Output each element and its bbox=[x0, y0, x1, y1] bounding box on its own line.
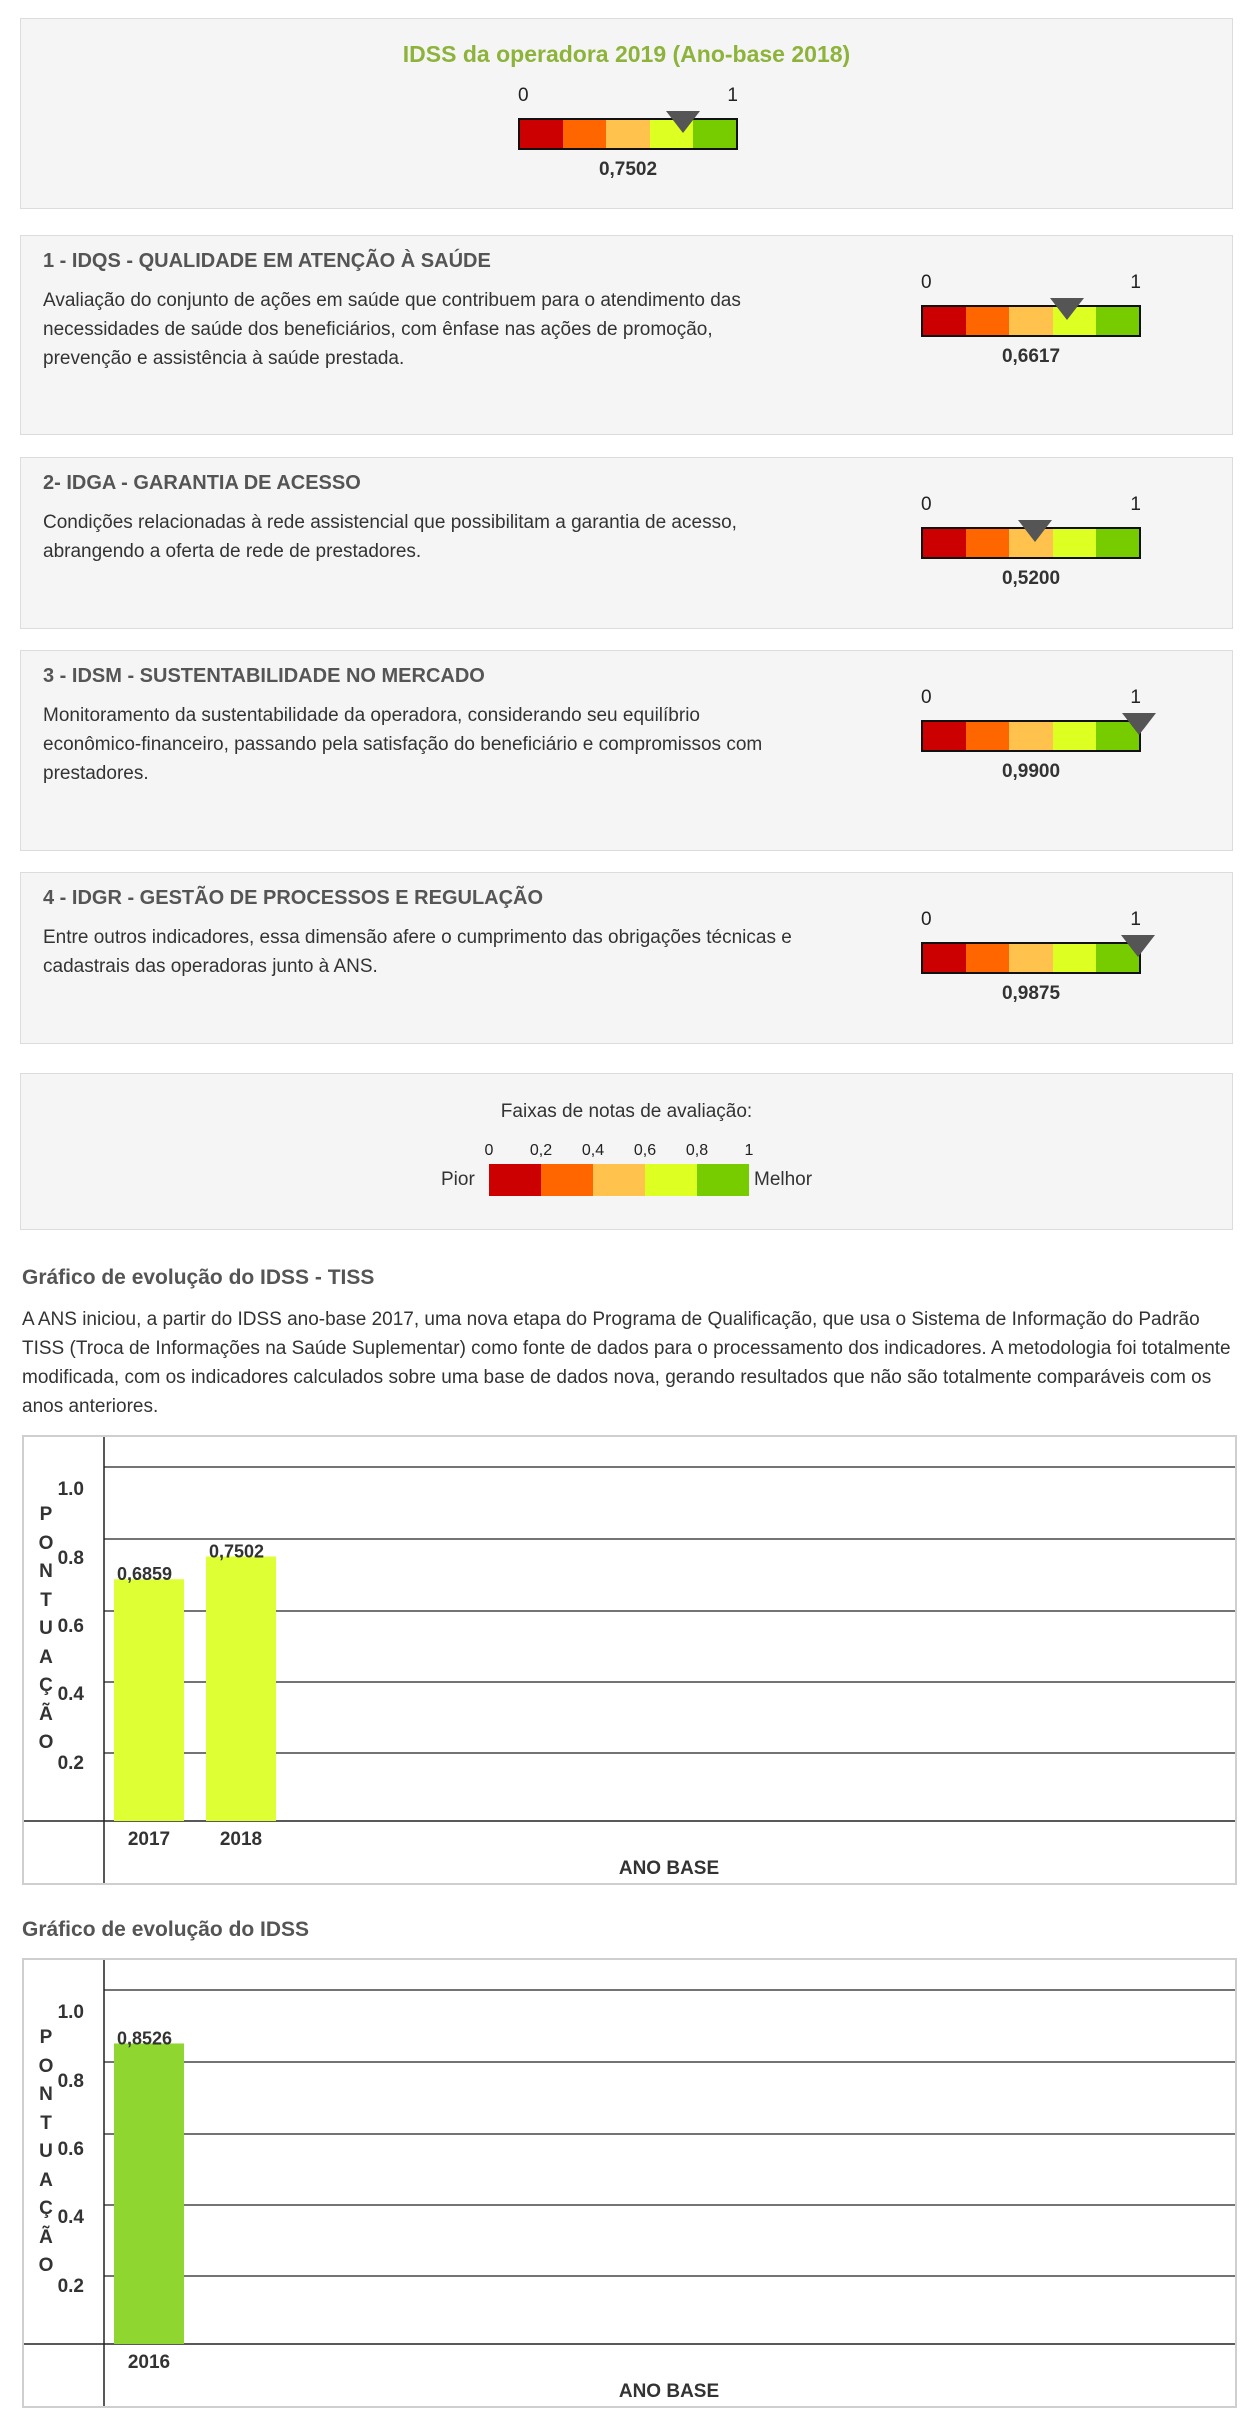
gauge-segment bbox=[1096, 307, 1139, 335]
y-axis-label-letter: A bbox=[39, 1646, 53, 1668]
legend-color-bar bbox=[489, 1164, 749, 1196]
gauge-min-label: 0 bbox=[921, 272, 932, 293]
dimension-description: Avaliação do conjunto de ações em saúde que contribuem para o atendimento das necessidades de saúde dos beneficiários, com ênfase nas ações de promoção, prevenção e assistência à saúde prestada. bbox=[43, 290, 741, 369]
legend-worst-label: Pior bbox=[441, 1169, 475, 1190]
bar-2017 bbox=[114, 1579, 184, 1821]
gauge-value: 0,9875 bbox=[1001, 983, 1061, 1004]
gauge-marker-icon bbox=[1121, 935, 1155, 957]
y-axis-label-letter: O bbox=[38, 1532, 54, 1554]
y-tick-label: 0.8 bbox=[57, 2071, 84, 2092]
gauge-segment bbox=[1009, 944, 1052, 972]
dimension-gauge bbox=[921, 687, 1141, 782]
gauge-max-label: 1 bbox=[727, 85, 738, 106]
y-tick-label: 0.4 bbox=[57, 2207, 84, 2228]
y-axis-label-letter: O bbox=[38, 2255, 54, 2276]
gauge-color-bar bbox=[921, 720, 1141, 752]
gauge-color-bar bbox=[518, 118, 738, 150]
y-axis-label-letter: T bbox=[40, 2112, 52, 2134]
x-tick-label: 2017 bbox=[127, 1829, 171, 1850]
y-axis-label-letter: O bbox=[38, 2055, 54, 2077]
gauge-segment bbox=[923, 722, 966, 750]
gauge-value: 0,5200 bbox=[1001, 568, 1061, 589]
y-tick-label: 0.8 bbox=[57, 1548, 84, 1569]
gauge-value: 0,9900 bbox=[1001, 761, 1061, 782]
gauge-min-label: 0 bbox=[921, 687, 932, 708]
gauge-segment bbox=[1053, 722, 1096, 750]
legend-color-segment bbox=[541, 1164, 593, 1196]
gauge-color-bar bbox=[921, 942, 1141, 974]
dimension-panel-idgr bbox=[20, 872, 1233, 1044]
gauge-marker-icon bbox=[1050, 298, 1084, 320]
gauge-max-label: 1 bbox=[1130, 272, 1141, 293]
gauge-segment bbox=[563, 120, 606, 148]
y-axis-label bbox=[38, 1501, 54, 1758]
gauge-value: 0,7502 bbox=[598, 159, 658, 180]
gauge-marker-icon bbox=[666, 111, 700, 133]
y-axis-label-letter: P bbox=[39, 2027, 53, 2048]
y-tick-label: 1.0 bbox=[57, 1479, 84, 1500]
legend-best-label: Melhor bbox=[754, 1169, 813, 1190]
tiss-chart-title: Gráfico de evolução do IDSS - TISS bbox=[22, 1266, 375, 1289]
dimension-panel-idga bbox=[20, 457, 1233, 629]
tiss-evolution-chart bbox=[22, 1435, 1237, 1885]
overall-title: IDSS da operadora 2019 (Ano-base 2018) bbox=[402, 41, 851, 67]
x-tick-label: 2018 bbox=[219, 1829, 263, 1850]
gauge-segment bbox=[1053, 944, 1096, 972]
dimension-title: 1 - IDQS - QUALIDADE EM ATENÇÃO À SAÚDE bbox=[43, 250, 491, 272]
y-axis-label-letter: T bbox=[40, 1589, 52, 1611]
y-axis-label-letter: U bbox=[39, 1618, 53, 1639]
bar-chart-svg bbox=[24, 1960, 1235, 2406]
idss-chart-title: Gráfico de evolução do IDSS bbox=[22, 1918, 310, 1941]
legend-color-segment bbox=[593, 1164, 645, 1196]
legend-tick-label: 0 bbox=[484, 1142, 494, 1159]
y-axis-label-letter: N bbox=[39, 2084, 53, 2105]
y-axis-label-letter: A bbox=[39, 2169, 53, 2191]
gauge-segment bbox=[923, 944, 966, 972]
gauge-segment bbox=[1096, 529, 1139, 557]
legend-color-segment bbox=[645, 1164, 697, 1196]
dimension-panel-idsm bbox=[20, 650, 1233, 851]
gauge-marker-icon bbox=[1018, 520, 1052, 542]
gauge-max-label: 1 bbox=[1130, 687, 1141, 708]
gauge-segment bbox=[966, 722, 1009, 750]
legend-color-segment bbox=[697, 1164, 749, 1196]
gauge-segment bbox=[923, 529, 966, 557]
y-tick-label: 0.4 bbox=[57, 1684, 84, 1705]
y-axis-label-letter: P bbox=[39, 1504, 53, 1525]
legend-title: Faixas de notas de avaliação: bbox=[500, 1101, 753, 1122]
dimension-gauge bbox=[921, 272, 1141, 367]
bar-value-label: 0,7502 bbox=[209, 1541, 265, 1562]
y-axis-label-letter: O bbox=[38, 1732, 54, 1753]
dimension-panel-idqs bbox=[20, 235, 1233, 435]
bar-value-label: 0,8526 bbox=[117, 2028, 173, 2049]
gauge-segment bbox=[966, 307, 1009, 335]
idss-evolution-chart bbox=[22, 1958, 1237, 2408]
y-tick-label: 0.2 bbox=[57, 1753, 84, 1774]
overall-score-panel bbox=[20, 18, 1233, 209]
dimension-gauge bbox=[921, 494, 1141, 589]
y-axis-label-letter: U bbox=[39, 2141, 53, 2162]
gauge-segment bbox=[1009, 307, 1052, 335]
gauge-min-label: 0 bbox=[921, 494, 932, 515]
overall-gauge bbox=[518, 85, 738, 180]
dimension-title: 3 - IDSM - SUSTENTABILIDADE NO MERCADO bbox=[43, 665, 485, 687]
gauge-marker-icon bbox=[1122, 713, 1156, 735]
gauge-min-label: 0 bbox=[518, 85, 529, 106]
legend-tick-label: 0,8 bbox=[685, 1142, 709, 1159]
bar-chart-svg bbox=[24, 1437, 1235, 1883]
y-axis-label-letter: Ã bbox=[39, 2226, 53, 2248]
y-tick-label: 0.2 bbox=[57, 2276, 84, 2297]
gauge-segment bbox=[966, 529, 1009, 557]
y-axis-label-letter: Ç bbox=[39, 1675, 53, 1696]
legend-ticks bbox=[483, 1142, 753, 1162]
x-tick-label: 2016 bbox=[127, 2352, 171, 2373]
bar-value-label: 0,6859 bbox=[117, 1564, 173, 1585]
legend-color-segment bbox=[489, 1164, 541, 1196]
gauge-max-label: 1 bbox=[1130, 909, 1141, 930]
dimension-title: 4 - IDGR - GESTÃO DE PROCESSOS E REGULAÇÃO bbox=[43, 887, 544, 909]
dimension-description: Entre outros indicadores, essa dimensão afere o cumprimento das obrigações técnicas e cadastrais das operadoras junto à ANS. bbox=[43, 927, 792, 977]
bar-2018 bbox=[206, 1557, 276, 1821]
gauge-segment bbox=[1009, 722, 1052, 750]
x-axis-label: ANO BASE bbox=[618, 2381, 720, 2402]
legend-tick-label: 0,6 bbox=[633, 1142, 657, 1159]
gauge-max-label: 1 bbox=[1130, 494, 1141, 515]
gauge-min-label: 0 bbox=[921, 909, 932, 930]
gauge-value: 0,6617 bbox=[1001, 346, 1061, 367]
y-axis-label-letter: Ã bbox=[39, 1703, 53, 1725]
legend-tick-label: 1 bbox=[744, 1142, 754, 1159]
dimension-description: Condições relacionadas à rede assistencial que possibilitam a garantia de acesso, abrangendo a oferta de rede de prestadores. bbox=[43, 512, 737, 562]
y-tick-label: 1.0 bbox=[57, 2002, 84, 2023]
dimension-gauge bbox=[921, 909, 1141, 1004]
dimension-description: Monitoramento da sustentabilidade da operadora, considerando seu equilíbrio econômico-financeiro, passando pela satisfação do beneficiário e compromissos com prestadores. bbox=[43, 705, 763, 784]
score-range-legend bbox=[20, 1073, 1233, 1230]
y-axis-label bbox=[38, 2024, 54, 2281]
y-tick-label: 0.6 bbox=[57, 1616, 84, 1637]
y-axis-label-letter: Ç bbox=[39, 2198, 53, 2219]
gauge-segment bbox=[1053, 529, 1096, 557]
x-axis-label: ANO BASE bbox=[618, 1858, 720, 1879]
legend-tick-label: 0,4 bbox=[581, 1142, 605, 1159]
gauge-segment bbox=[606, 120, 649, 148]
gauge-color-bar bbox=[921, 305, 1141, 337]
gauge-segment bbox=[966, 944, 1009, 972]
gauge-segment bbox=[923, 307, 966, 335]
legend-tick-label: 0,2 bbox=[529, 1142, 553, 1159]
tiss-description: A ANS iniciou, a partir do IDSS ano-base 2017, uma nova etapa do Programa de Qualificação, que usa o Sistema de Informação do Padrão TISS (Troca de Informações na Saúde Suplementar) como fonte de dados para o processamento dos indicadores. A metodologia foi totalmente modificada, com os indicadores calculados sobre uma base de dados nova, gerando resultados que não são totalmente comparáveis com os anos anteriores. bbox=[22, 1309, 1231, 1417]
dimension-title: 2- IDGA - GARANTIA DE ACESSO bbox=[43, 472, 361, 494]
y-axis-label-letter: N bbox=[39, 1561, 53, 1582]
bar-2016 bbox=[114, 2043, 184, 2344]
y-tick-label: 0.6 bbox=[57, 2139, 84, 2160]
gauge-segment bbox=[520, 120, 563, 148]
